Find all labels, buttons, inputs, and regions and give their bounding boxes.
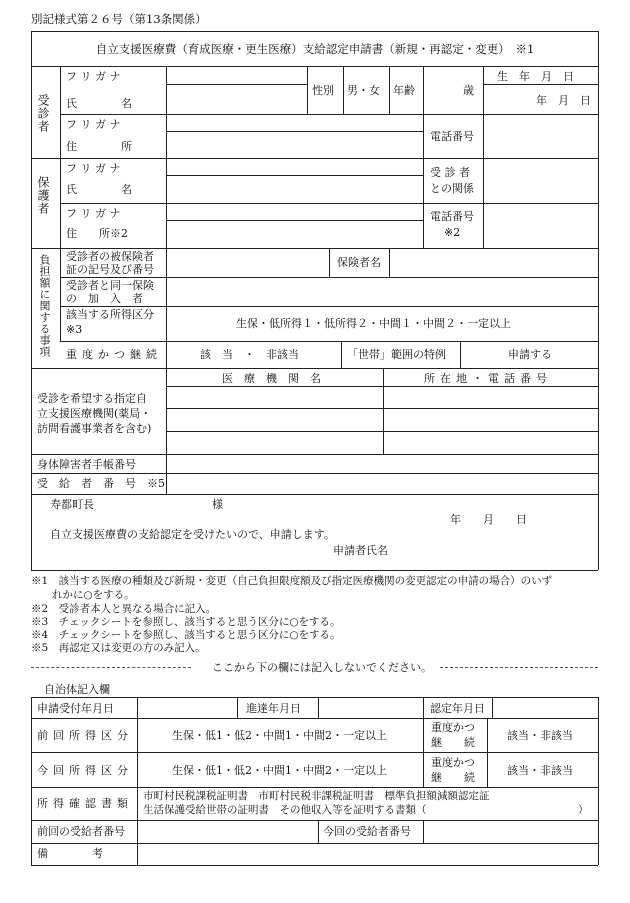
note-1-cont: れかに○をする。 <box>31 589 135 601</box>
note-2: ※2 受診者本人と異なる場合に記入。 <box>31 603 217 615</box>
birthdate-value[interactable]: 年 月 日 <box>536 94 591 107</box>
guardian-furigana-field[interactable] <box>168 160 421 173</box>
received-date-field[interactable] <box>139 699 235 716</box>
institution-address-field-2[interactable] <box>385 410 596 429</box>
guardian-address-furigana-label: フ リ ガ ナ <box>66 207 121 220</box>
same-insurance-label-line2: の 加 入 者 <box>66 292 143 305</box>
household-exception-label: 「世帯」範囲の特例 <box>347 348 446 361</box>
institution-name-header: 医 療 機 関 名 <box>222 372 321 385</box>
previous-income-label: 前回所得区分 <box>37 729 133 742</box>
severe-continuous-options[interactable]: 該 当 ・ 非該当 <box>200 348 299 361</box>
applicant-name-field[interactable] <box>390 540 590 560</box>
note-5: ※5 再認定又は変更の方のみ記入。 <box>31 642 206 654</box>
guardian-address-label: 住 所※2 <box>66 227 128 240</box>
current-severe-options[interactable]: 該当・非該当 <box>507 764 573 777</box>
application-statement: 自立支援医療費の支給認定を受けたいので、申請します。 <box>50 528 335 541</box>
patient-address-label: 住 所 <box>66 140 132 153</box>
income-category-label-line2: ※3 <box>66 323 83 336</box>
recipient-number-field[interactable] <box>168 475 596 492</box>
recipient-number-label: 受 給 者 番 号 ※5 <box>37 477 165 490</box>
form-number: 別記様式第２６号（第13条関係） <box>31 12 207 26</box>
gender-options[interactable]: 男・女 <box>347 84 380 97</box>
insurance-label-line2: 証の記号及び番号 <box>66 263 154 276</box>
patient-furigana-label: フ リ ガ ナ <box>66 70 121 83</box>
same-insurance-field[interactable] <box>168 279 596 304</box>
separator-line-left <box>31 667 191 668</box>
patient-section-label: 受診者 <box>36 94 50 133</box>
income-docs-line1: 市町村民税課税証明書 市町村民税非課税証明書 標準負担額減額認定証 <box>143 790 490 802</box>
birthdate-label: 生 年 月 日 <box>497 70 574 83</box>
remarks-field[interactable] <box>139 845 596 863</box>
addressee: 寿都町長 <box>50 498 94 511</box>
honorific: 様 <box>212 498 223 511</box>
approved-date-field[interactable] <box>494 699 596 716</box>
previous-income-options[interactable]: 生保・低1・低2・中間1・中間2・一定以上 <box>172 729 387 742</box>
progress-date-field[interactable] <box>320 699 421 716</box>
institution-name-field-3[interactable] <box>168 433 381 452</box>
relation-label-line1: 受 診 者 <box>430 166 470 179</box>
income-docs-close: ） <box>578 804 589 816</box>
progress-date-label: 進達年月日 <box>246 702 301 715</box>
current-income-label: 今回所得区分 <box>37 764 133 777</box>
insurer-name-label: 保険者名 <box>337 256 381 269</box>
note-3: ※3 チェックシートを参照し、該当すると思う区分に○をする。 <box>31 616 341 628</box>
guardian-address-field[interactable] <box>168 222 421 246</box>
previous-severe-label-line1: 重度かつ <box>431 721 475 734</box>
received-date-label: 申請受付年月日 <box>37 702 114 715</box>
guardian-phone-field[interactable] <box>485 205 596 246</box>
same-insurance-label-line1: 受診者と同一保険 <box>66 279 154 292</box>
guardian-section-label: 保護者 <box>36 176 50 215</box>
income-docs-line2: 生活保護受給世帯の証明書 その他収入等を証明する書類（ <box>143 804 427 816</box>
patient-phone-label: 電話番号 <box>430 130 474 143</box>
institution-label-line1: 受診を希望する指定自 <box>37 392 147 405</box>
institution-address-field-1[interactable] <box>385 388 596 406</box>
current-recipient-number-label: 今回の受給者番号 <box>323 825 411 838</box>
previous-severe-label-line2: 継 続 <box>431 736 475 749</box>
disability-book-label: 身体障害者手帳番号 <box>37 458 136 471</box>
form-title: 自立支援医療費（育成医療・更生医療）支給認定申請書（新規・再認定・変更） ※1 <box>95 42 535 56</box>
burden-section-label: 負担額に関する事項 <box>38 254 51 358</box>
patient-name-field[interactable] <box>168 87 305 112</box>
institution-name-field-1[interactable] <box>168 388 381 406</box>
application-date[interactable]: 年 月 日 <box>450 513 527 526</box>
guardian-phone-label: 電話番号 <box>430 210 474 223</box>
guardian-address-furigana-field[interactable] <box>168 205 421 218</box>
previous-recipient-number-field[interactable] <box>139 822 316 841</box>
office-section-heading: 自治体記入欄 <box>44 683 110 696</box>
relation-label-line2: との関係 <box>430 182 474 195</box>
patient-furigana-field[interactable] <box>168 69 305 82</box>
current-severe-label-line2: 継 続 <box>431 771 475 784</box>
approved-date-label: 認定年月日 <box>430 702 485 715</box>
institution-name-field-2[interactable] <box>168 410 381 429</box>
note-1: ※1 該当する医療の種類及び新規・変更（自己負担限度額及び指定医療機関の変更認定の申請の場合）のいず <box>31 575 553 587</box>
patient-name-label: 氏 名 <box>66 97 132 110</box>
remarks-label: 備 考 <box>37 847 103 860</box>
insurance-number-field[interactable] <box>168 250 327 275</box>
patient-address-furigana-field[interactable] <box>168 116 421 129</box>
separator-text: ここから下の欄には記入しないでください。 <box>212 661 432 674</box>
income-category-options[interactable]: 生保・低所得１・低所得２・中間１・中間２・一定以上 <box>236 317 511 330</box>
age-unit: 歳 <box>463 84 474 97</box>
disability-book-field[interactable] <box>168 456 596 471</box>
income-category-label-line1: 該当する所得区分 <box>66 308 154 321</box>
guardian-name-field[interactable] <box>168 177 421 201</box>
relation-field[interactable] <box>485 160 596 201</box>
note-4: ※4 チェックシートを参照し、該当すると思う区分に○をする。 <box>31 629 341 641</box>
previous-severe-options[interactable]: 該当・非該当 <box>507 729 573 742</box>
insurance-label-line1: 受診者の被保険者 <box>66 250 154 263</box>
separator-line-right <box>440 667 598 668</box>
guardian-furigana-label: フ リ ガ ナ <box>66 162 121 175</box>
institution-address-field-3[interactable] <box>385 433 596 452</box>
patient-address-field[interactable] <box>168 134 421 156</box>
current-income-options[interactable]: 生保・低1・低2・中間1・中間2・一定以上 <box>172 764 387 777</box>
insurer-name-field[interactable] <box>391 250 596 275</box>
patient-phone-field[interactable] <box>485 116 596 156</box>
institution-label-line3: 訪問看護事業者を含む) <box>37 422 152 435</box>
gender-label: 性別 <box>312 84 334 97</box>
guardian-name-label: 氏 名 <box>66 183 132 196</box>
age-label: 年齢 <box>393 84 415 97</box>
household-exception-option[interactable]: 申請する <box>508 348 552 361</box>
current-severe-label-line1: 重度かつ <box>431 756 475 769</box>
severe-continuous-label: 重度かつ継続 <box>66 348 162 361</box>
income-docs-label: 所得確認書類 <box>37 797 133 810</box>
institution-label-line2: 立支援医療機関(薬局・ <box>37 407 152 420</box>
institution-address-header: 所在地・電話番号 <box>424 372 552 385</box>
previous-recipient-number-label: 前回の受給者番号 <box>37 825 125 838</box>
current-recipient-number-field[interactable] <box>425 822 596 841</box>
patient-address-furigana-label: フ リ ガ ナ <box>66 118 121 131</box>
guardian-phone-note: ※2 <box>444 226 461 239</box>
applicant-name-label: 申請者氏名 <box>333 544 388 557</box>
